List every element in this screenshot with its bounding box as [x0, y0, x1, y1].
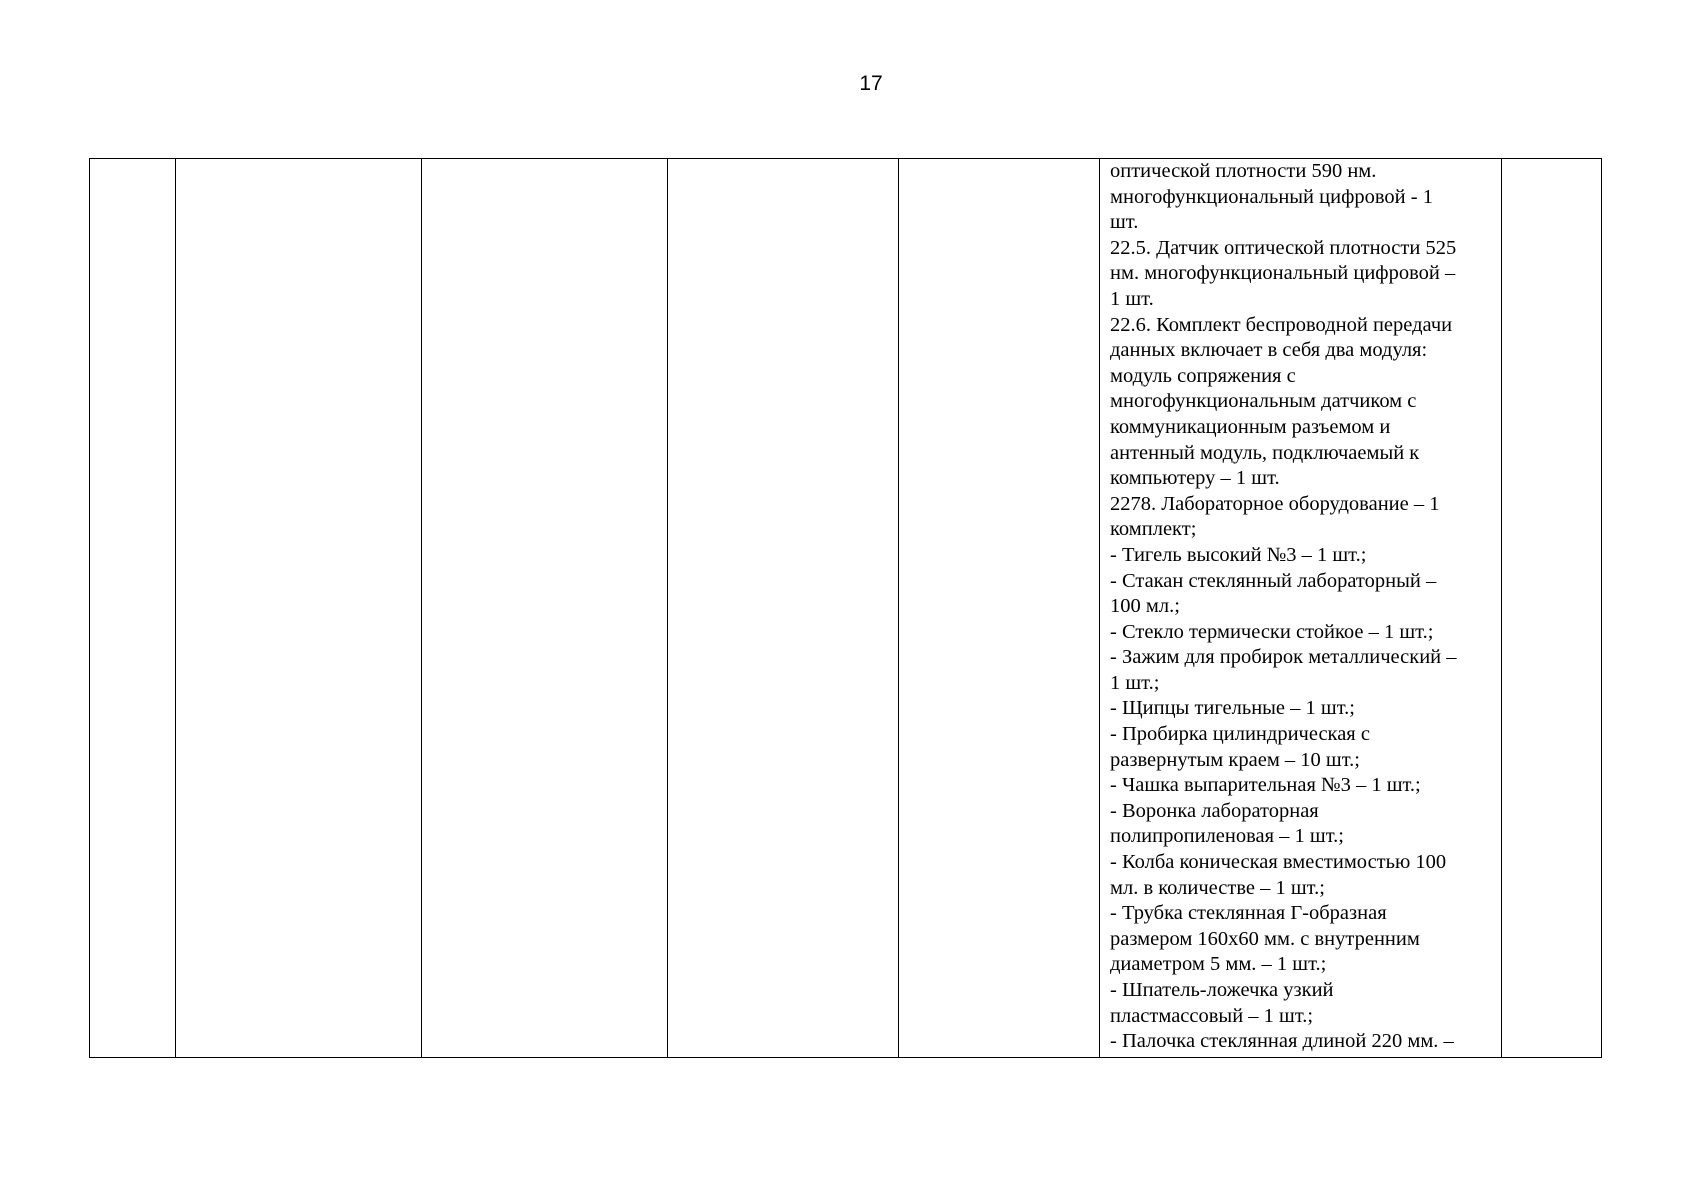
page-number: 17 — [859, 72, 883, 95]
description-line: данных включает в себя два модуля: — [1110, 339, 1428, 362]
description-line: шт. — [1110, 211, 1139, 234]
description-line: - Трубка стеклянная Г-образная — [1110, 902, 1387, 925]
description-line: развернутым краем – 10 шт.; — [1110, 748, 1360, 771]
cell-column-4 — [668, 159, 899, 1058]
description-line: - Стакан стеклянный лабораторный – — [1110, 569, 1437, 592]
description-line: 100 мл.; — [1110, 595, 1180, 618]
description-line: - Тигель высокий №3 – 1 шт.; — [1110, 543, 1367, 566]
description-line: - Шпатель-ложечка узкий — [1110, 979, 1334, 1001]
description-line: 1 шт. — [1110, 287, 1154, 310]
description-line: 1 шт.; — [1110, 671, 1160, 694]
description-line: мл. в количестве – 1 шт.; — [1110, 876, 1325, 899]
cell-column-7 — [1502, 159, 1602, 1058]
description-line: - Воронка лабораторная — [1110, 799, 1319, 822]
description-line: оптической плотности 590 нм. — [1110, 160, 1377, 182]
description-line: диаметром 5 мм. – 1 шт.; — [1110, 953, 1327, 976]
description-line: - Пробирка цилиндрическая с — [1110, 723, 1370, 746]
description-line: модуль сопряжения с — [1110, 364, 1296, 387]
cell-column-2 — [176, 159, 422, 1058]
description-line: коммуникационным разъемом и — [1110, 415, 1391, 438]
description-line: - Зажим для пробирок металлический – — [1110, 646, 1457, 669]
description-line: полипропиленовая – 1 шт.; — [1110, 825, 1344, 848]
cell-number — [90, 159, 176, 1058]
description-line: комплект; — [1110, 518, 1197, 541]
equipment-table — [89, 158, 1602, 1058]
description-line: многофункциональный цифровой - 1 — [1110, 185, 1433, 208]
description-line: - Палочка стеклянная длиной 220 мм. – — [1110, 1030, 1454, 1053]
cell-column-3 — [422, 159, 668, 1058]
description-line: нм. многофункциональный цифровой – — [1110, 262, 1456, 285]
table-row — [90, 159, 1602, 1058]
description-line: размером 160х60 мм. с внутренним — [1110, 927, 1420, 950]
cell-column-5 — [899, 159, 1100, 1058]
cell-description — [1100, 159, 1502, 1058]
description-line: 2278. Лабораторное оборудование – 1 — [1110, 492, 1440, 515]
description-line: антенный модуль, подключаемый к — [1110, 441, 1420, 464]
description-line: - Колба коническая вместимостью 100 — [1110, 851, 1447, 874]
description-line: - Щипцы тигельные – 1 шт.; — [1110, 697, 1355, 720]
description-line: 22.6. Комплект беспроводной передачи — [1110, 313, 1453, 336]
description-line: пластмассовый – 1 шт.; — [1110, 1004, 1314, 1027]
description-line: 22.5. Датчик оптической плотности 525 — [1110, 236, 1457, 259]
description-line: компьютеру – 1 шт. — [1110, 467, 1280, 490]
description-line: многофункциональным датчиком с — [1110, 390, 1417, 413]
description-line: - Стекло термически стойкое – 1 шт.; — [1110, 620, 1434, 643]
description-line: - Чашка выпарительная №3 – 1 шт.; — [1110, 774, 1421, 797]
